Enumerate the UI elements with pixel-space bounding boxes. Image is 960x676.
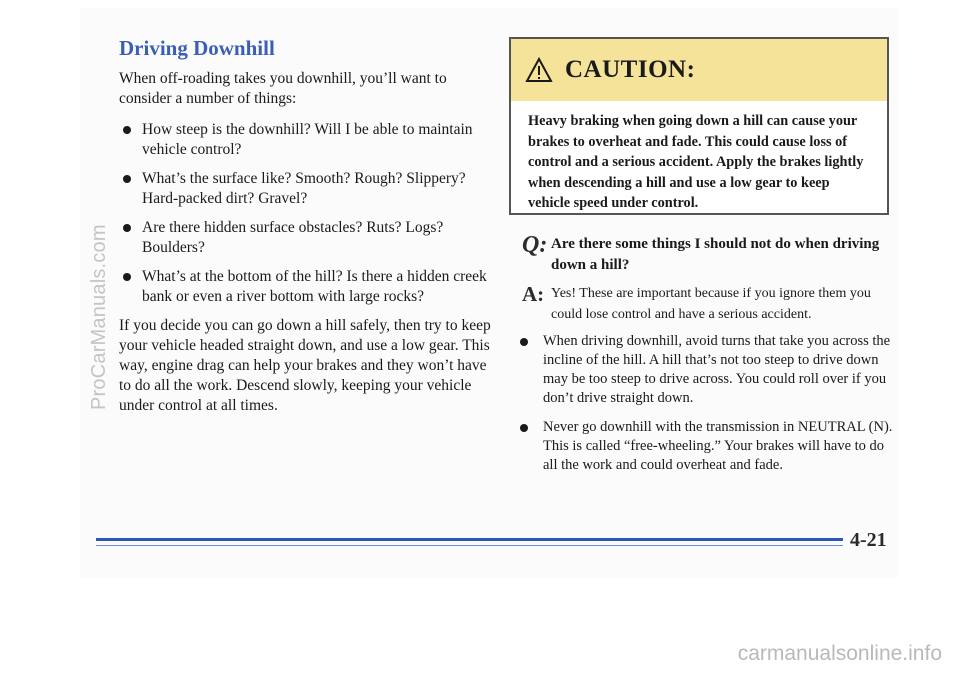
caution-title: CAUTION: [565,56,696,83]
list-item-text: What’s at the bottom of the hill? Is there a hidden creek bank or even a river bottom with large rocks? [142,268,487,305]
footer-rule-thin [96,545,843,546]
bullet-icon [520,338,528,346]
caution-text: Heavy braking when going down a hill can cause your brakes to overheat and fade. This could cause loss of control and a serious accident. Apply the brakes lightly when descending a hill and use a low gear to keep vehicle speed under control. [528,113,864,211]
list-item [119,218,499,258]
warning-triangle-icon [525,57,553,83]
question-text: Are there some things I should not do when driving down a hill? [551,236,880,273]
answer-mark-label: A: [522,282,545,306]
bullet-icon [123,224,131,232]
bullet-icon [123,126,131,134]
bullet-icon [123,175,131,183]
question-mark-label: Q: [522,232,548,258]
list-item [509,418,894,475]
list-item-text: Are there hidden surface obstacles? Ruts? Logs? Boulders? [142,219,444,256]
bullet-icon [123,273,131,281]
list-item [119,120,499,160]
driving-downhill-section [119,36,499,416]
page-number: 4-21 [850,529,887,551]
list-item-text: What’s the surface like? Smooth? Rough? Slippery? Hard-packed dirt? Gravel? [142,170,466,207]
list-item [119,267,499,307]
list-item-text: When driving downhill, avoid turns that take you across the incline of the hill. A hill that’s not too steep to drive down may be too steep to drive across. You could roll over if you don’t drive straight down. [543,333,891,406]
list-item [509,332,894,408]
bottom-watermark: carmanualsonline.info [737,642,942,665]
intro-paragraph: When off-roading takes you downhill, you’ll want to consider a number of things: [119,70,447,107]
side-watermark: ProCarManuals.com [88,224,110,410]
answer-text: Yes! These are important because if you ignore them you could lose control and have a serious accident. [551,286,871,322]
advice-paragraph: If you decide you can go down a hill safely, then try to keep your vehicle headed straight down, and use a low gear. This way, engine drag can help your brakes and they won’t have to do all the work. Descend slowly, keeping your vehicle under control at all times. [119,317,491,414]
downhill-donts-list [509,332,894,485]
answer-block [509,283,894,325]
question-block [509,234,894,276]
caution-box [509,37,889,215]
list-item-text: How steep is the downhill? Will I be able to maintain vehicle control? [142,121,473,158]
list-item-text: Never go downhill with the transmission in NEUTRAL (N). This is called “free-wheeling.” Your brakes will have to do all the work and could overheat and fade. [543,419,893,473]
considerations-list [119,120,499,307]
list-item [119,169,499,209]
caution-header [511,39,887,101]
bullet-icon [520,424,528,432]
section-title: Driving Downhill [119,36,275,60]
footer-rule [96,538,843,541]
